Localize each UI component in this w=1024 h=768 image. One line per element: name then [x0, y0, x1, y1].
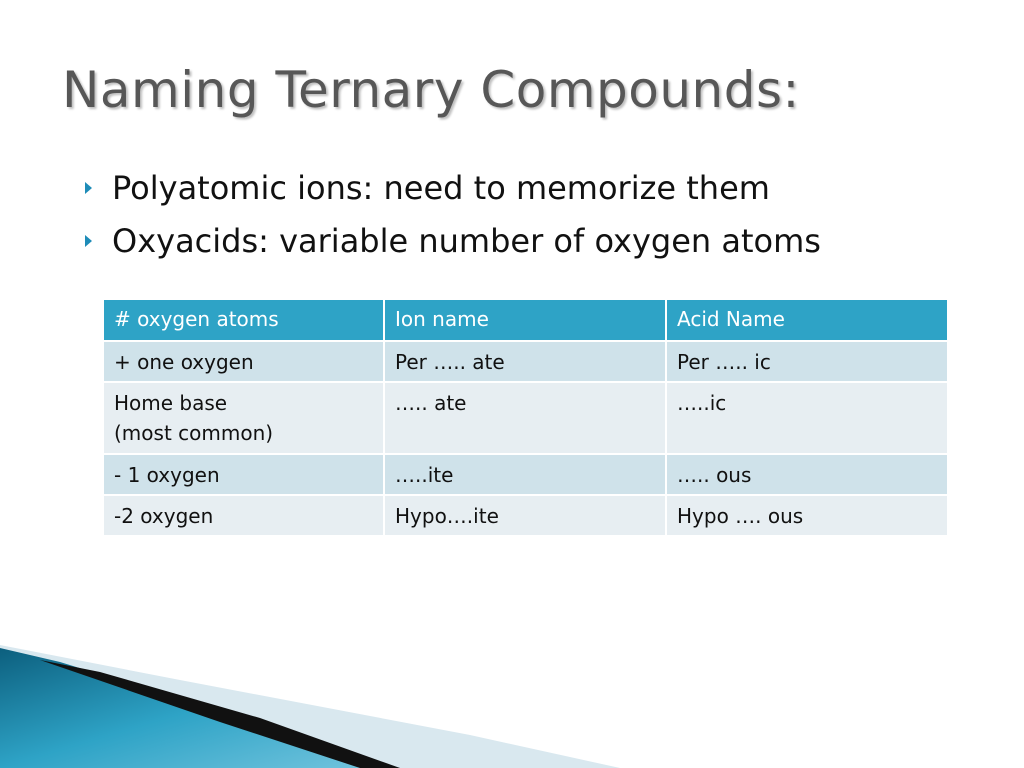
table-cell: Per ….. ic — [666, 341, 948, 382]
slide-title: Naming Ternary Compounds: — [62, 61, 800, 119]
table-cell: + one oxygen — [103, 341, 384, 382]
table-cell: …..ic — [666, 382, 948, 454]
table-cell: Hypo …. ous — [666, 495, 948, 536]
bullet-text: Oxyacids: variable number of oxygen atoms — [112, 222, 821, 260]
bullet-text: Polyatomic ions: need to memorize them — [112, 169, 770, 207]
table-cell: ….. ous — [666, 454, 948, 495]
header-ion-name: Ion name — [384, 299, 666, 341]
table-cell: -2 oxygen — [103, 495, 384, 536]
table-cell: ….. ate — [384, 382, 666, 454]
table-cell: Hypo….ite — [384, 495, 666, 536]
table-cell: …..ite — [384, 454, 666, 495]
table-cell: - 1 oxygen — [103, 454, 384, 495]
header-acid-name: Acid Name — [666, 299, 948, 341]
header-oxygen-atoms: # oxygen atoms — [103, 299, 384, 341]
table-cell: Home base (most common) — [103, 382, 384, 454]
table-cell: Per ….. ate — [384, 341, 666, 382]
